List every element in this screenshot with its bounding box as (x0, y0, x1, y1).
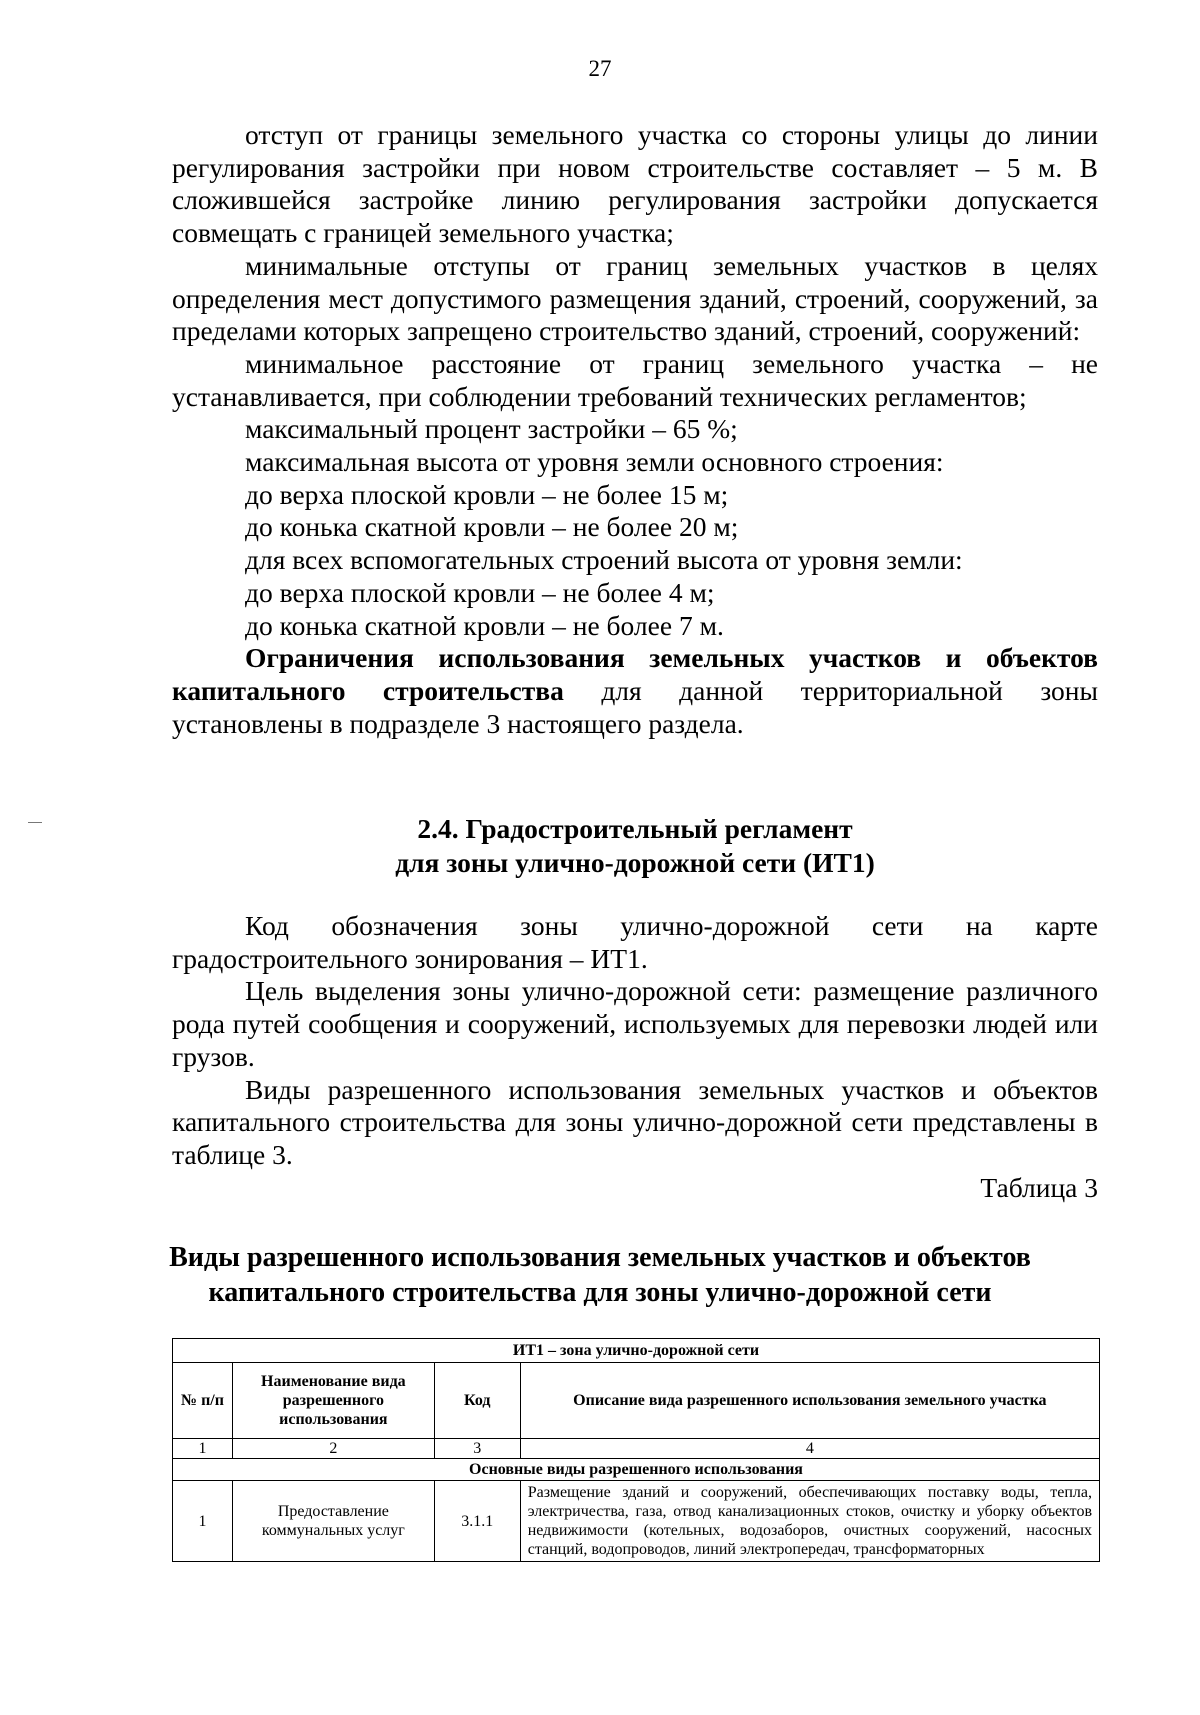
paragraph-restrictions (172, 642, 1098, 740)
zone-header-cell: ИТ1 – зона улично-дорожной сети (173, 1339, 1100, 1363)
paragraph-auxiliary-height: для всех вспомогательных строений высота от уровня земли: (245, 544, 963, 576)
paragraph-pitched-roof-aux: до конька скатной кровли – не более 7 м. (245, 609, 724, 641)
restrictions-bold: Ограничения использования земельных участков и объектов капитального строительства (172, 642, 1098, 706)
regulation-table (172, 1338, 1100, 1562)
scan-mark (28, 822, 42, 823)
body-text-top (172, 119, 1098, 740)
table-label: Таблица 3 (980, 1172, 1098, 1203)
paragraph-flat-roof-main: до верха плоской кровли – не более 15 м; (245, 478, 729, 510)
paragraph-max-coverage: максимальный процент застройки – 65 %; (245, 413, 738, 445)
section-heading-line1: 2.4. Градостроительный регламент (417, 813, 853, 844)
body-text-section (172, 910, 1098, 1172)
colnum-2: 2 (232, 1439, 434, 1459)
table-header-row (173, 1363, 1100, 1439)
table-zone-row (173, 1339, 1100, 1363)
restrictions-rest: для данной территориальной зоны установлены в подразделе 3 настоящего раздела. (172, 674, 1098, 739)
row-code: 3.1.1 (434, 1481, 520, 1562)
section-heading (172, 812, 1098, 880)
table-row (173, 1481, 1100, 1562)
row-number: 1 (173, 1481, 233, 1562)
paragraph-min-setbacks: минимальные отступы от границ земельных участков в целях определения мест допустимого размещения зданий, строений, сооружений, за пределами которых запрещено строительство зданий, строений, сооружений: (172, 249, 1098, 347)
colnum-3: 3 (434, 1439, 520, 1459)
page-number: 27 (588, 56, 612, 81)
colnum-1: 1 (173, 1439, 233, 1459)
header-description: Описание вида разрешенного использования земельного участка (520, 1363, 1099, 1439)
paragraph-table-ref: Виды разрешенного использования земельных участков и объектов капитального строительства для зоны улично-дорожной сети представлены в таблице 3. (172, 1073, 1098, 1170)
paragraph-pitched-roof-main: до конька скатной кровли – не более 20 м; (245, 511, 739, 543)
paragraph-min-distance: минимальное расстояние от границ земельного участка – не устанавливается, при соблюдении требований технических регламентов; (172, 347, 1098, 412)
header-name: Наименование вида разрешенного использования (232, 1363, 434, 1439)
paragraph-zone-purpose: Цель выделения зоны улично-дорожной сети: размещение различного рода путей сообщения и сооружений, используемых для перевозки людей или грузов. (172, 975, 1098, 1072)
paragraph-max-height: максимальная высота от уровня земли основного строения: (245, 446, 944, 478)
row-name: Предоставление коммунальных услуг (232, 1481, 434, 1562)
table-title (100, 1240, 1100, 1310)
table-title-line1: Виды разрешенного использования земельных участков и объектов (169, 1242, 1031, 1273)
section-heading-line2: для зоны улично-дорожной сети (ИТ1) (395, 847, 875, 878)
header-number: № п/п (173, 1363, 233, 1439)
group-header-cell: Основные виды разрешенного использования (173, 1459, 1100, 1481)
colnum-4: 4 (520, 1439, 1099, 1459)
header-code: Код (434, 1363, 520, 1439)
paragraph-flat-roof-aux: до верха плоской кровли – не более 4 м; (245, 576, 715, 608)
paragraph-setback: отступ от границы земельного участка со стороны улицы до линии регулирования застройки при новом строительстве составляет – 5 м. В сложившейся застройке линию регулирования застройки допускается совмещать с границей земельного участка; (172, 119, 1098, 249)
row-description: Размещение зданий и сооружений, обеспечивающих поставку воды, тепла, электричества, газа, отвод канализационных стоков, очистку и уборку объектов недвижимости (котельных, водозаборов, очистных сооружений, насосных станций, водопроводов, линий электропередач, трансформаторных (520, 1481, 1099, 1562)
table-title-line2: капитального строительства для зоны улично-дорожной сети (208, 1277, 992, 1308)
table-colnum-row (173, 1439, 1100, 1459)
paragraph-zone-code: Код обозначения зоны улично-дорожной сети на карте градостроительного зонирования – ИТ1. (172, 910, 1098, 974)
table-group-row (173, 1459, 1100, 1481)
